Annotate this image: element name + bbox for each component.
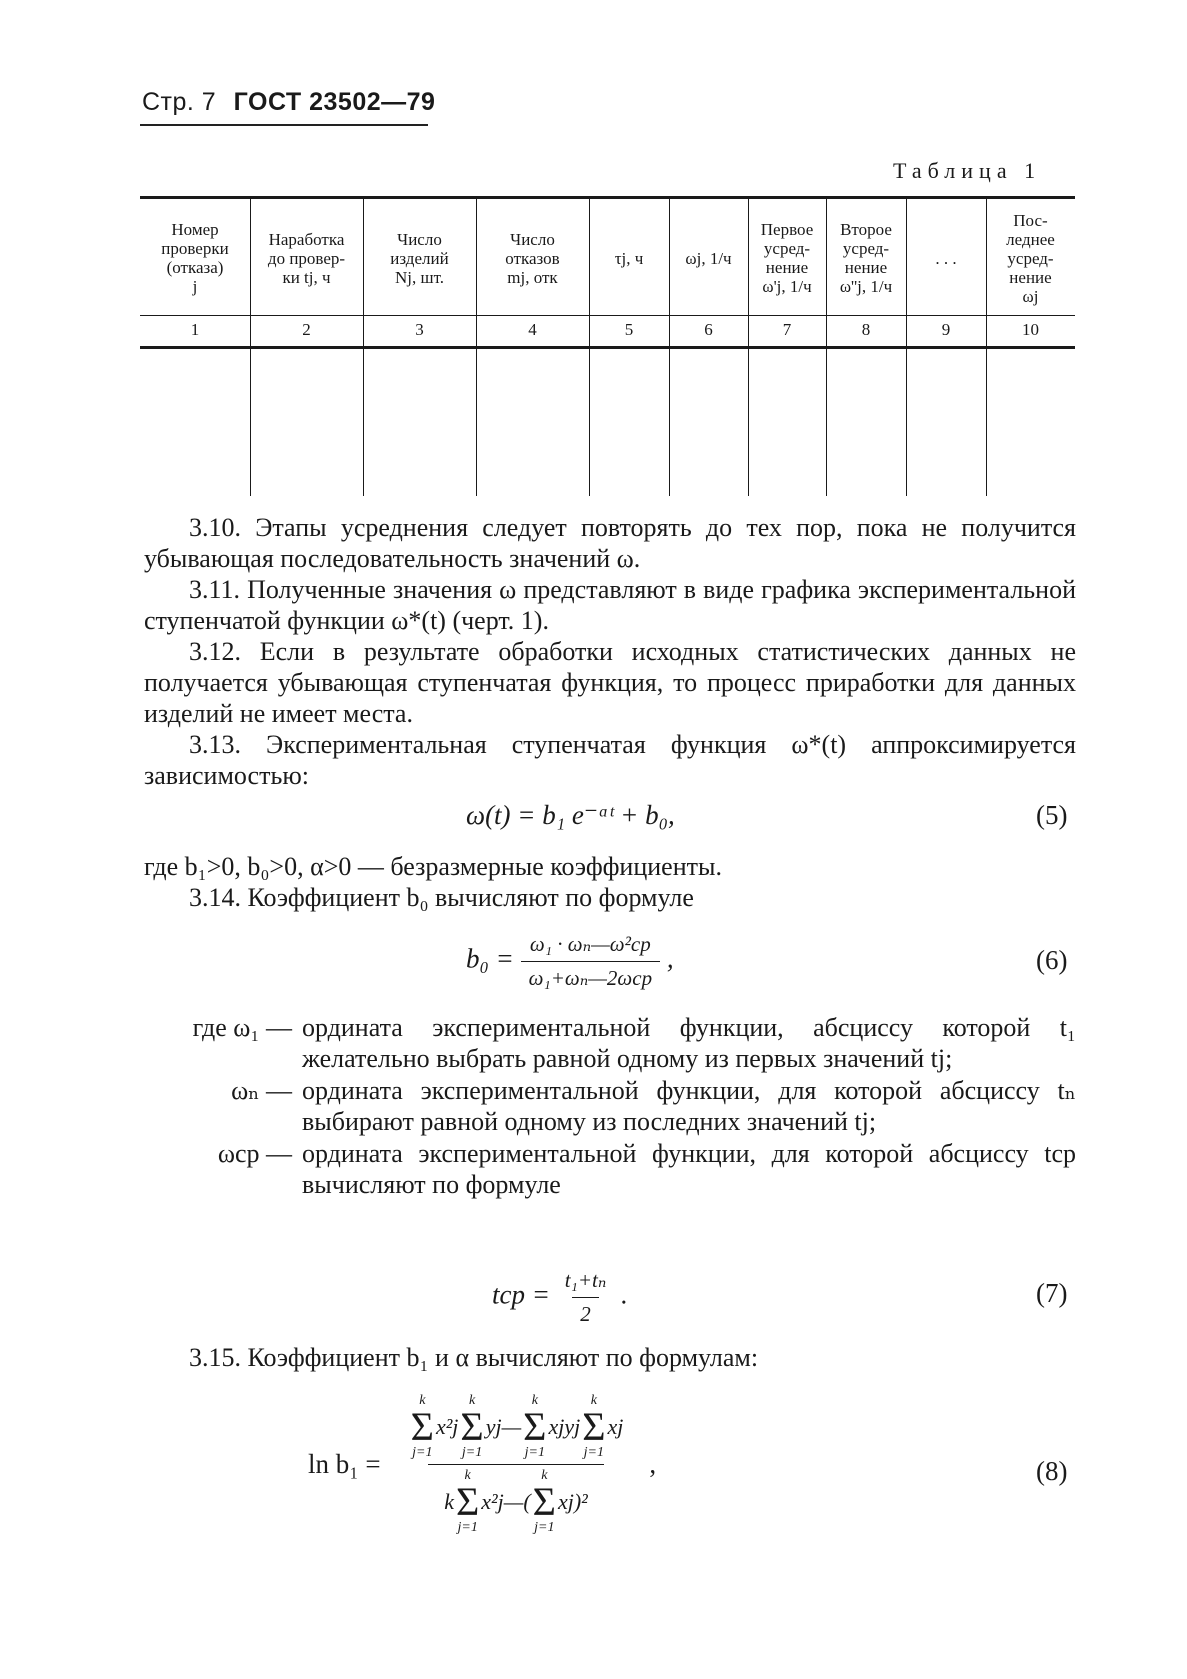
formula-8-lhs: ln b₁ = bbox=[308, 1449, 381, 1479]
column-header: Пос- леднее усред- нение ωj bbox=[1006, 210, 1055, 306]
formula-8-term: xjyj bbox=[548, 1414, 581, 1439]
definition-text: ордината экспериментальной функции, для которой абсциссу tₙ выбирают равной одному из последних значений tj; bbox=[302, 1076, 1076, 1136]
column-header: Число изделий Nj, шт. bbox=[390, 229, 449, 287]
sum-symbol: k Σ j=1 bbox=[532, 1468, 556, 1535]
formula-7-numerator: t₁+tₙ bbox=[564, 1268, 607, 1292]
sum-symbol: k Σ j=1 bbox=[456, 1468, 480, 1535]
equation-number-8: (8) bbox=[1036, 1456, 1068, 1486]
sum-symbol: k Σ j=1 bbox=[523, 1393, 547, 1460]
paragraph-3-11: 3.11. Полученные значения ω представляют в виде графика экспериментальной ступенчатой функции ω*(t) (черт. 1). bbox=[144, 575, 1076, 635]
paragraphs-where-and-3-14 bbox=[144, 851, 1076, 913]
paragraph-3-14: 3.14. Коэффициент b₀ вычисляют по формуле bbox=[189, 883, 694, 912]
formula-6-tail: , bbox=[666, 943, 674, 974]
formula-7-denominator: 2 bbox=[572, 1297, 599, 1327]
formula-7-fraction bbox=[557, 1268, 615, 1327]
formula-8-term: x²j bbox=[481, 1489, 504, 1514]
definition-row bbox=[144, 1138, 1076, 1200]
formula-6-numerator: ω₁ · ωₙ—ω²ср bbox=[529, 932, 651, 956]
column-header: Первое усред- нение ω'j, 1/ч bbox=[760, 220, 814, 296]
equation-number-7: (7) bbox=[1036, 1278, 1068, 1308]
column-number: 1 bbox=[190, 320, 200, 339]
column-header: Второе усред- нение ω''j, 1/ч bbox=[839, 220, 893, 296]
definition-text: ордината экспериментальной функции, абсциссу которой t₁ желательно выбрать равной одному из первых значений tj; bbox=[302, 1013, 1076, 1073]
table-top-rule bbox=[140, 196, 1075, 199]
column-number: 6 bbox=[704, 320, 713, 339]
standard-title: ГОСТ 23502—79 bbox=[233, 88, 436, 116]
column-number: 3 bbox=[415, 320, 424, 339]
paragraph-3-13: 3.13. Экспериментальная ступенчатая функция ω*(t) аппроксимируется зависимостью: bbox=[144, 730, 1076, 790]
formula-8-term: k bbox=[444, 1489, 455, 1514]
column-number: 10 bbox=[1022, 320, 1039, 339]
formula-6-fraction bbox=[521, 932, 660, 991]
formula-5: ω(t) = b₁ e⁻ᵅᵗ + b₀, bbox=[466, 800, 675, 830]
table-number-rule bbox=[140, 346, 1075, 349]
formula-8 bbox=[308, 1390, 668, 1539]
sum-symbol: k Σ j=1 bbox=[410, 1393, 434, 1460]
definition-row bbox=[144, 1012, 1076, 1074]
sum-symbol: k Σ j=1 bbox=[582, 1393, 606, 1460]
column-header: Число отказов mj, отк bbox=[505, 229, 560, 287]
equation-number-6: (6) bbox=[1036, 945, 1068, 975]
table-1 bbox=[140, 196, 1075, 496]
formula-8-term: x²j bbox=[435, 1414, 459, 1439]
page-header bbox=[142, 88, 435, 117]
formula-8-term: yj— bbox=[485, 1414, 522, 1439]
equation-number-5: (5) bbox=[1036, 800, 1068, 830]
column-header: Наработка до провер- ки tj, ч bbox=[267, 229, 346, 287]
formula-8-tail: , bbox=[649, 1449, 657, 1479]
paragraph-3-12: 3.12. Если в результате обработки исходных статистических данных не получается убывающая ступенчатая функция, то процесс приработки для данных изделий не имеет места. bbox=[144, 637, 1076, 728]
column-number: 7 bbox=[782, 320, 792, 339]
column-header: Номер проверки (отказа) j bbox=[161, 220, 229, 296]
formula-6 bbox=[466, 932, 674, 991]
sum-symbol: k Σ j=1 bbox=[460, 1393, 484, 1460]
column-number: 9 bbox=[941, 320, 951, 339]
definition-text: ордината экспериментальной функции, для которой абсциссу tср вычисляют по формуле bbox=[302, 1139, 1076, 1199]
table-caption: Таблица 1 bbox=[893, 158, 1042, 183]
paragraph-3-15: 3.15. Коэффициент b₁ и α вычисляют по формулам: bbox=[189, 1343, 759, 1372]
formula-7 bbox=[492, 1268, 628, 1327]
formula-8-term: —( bbox=[503, 1489, 531, 1514]
formula-7-lhs: tср = bbox=[492, 1279, 550, 1310]
paragraph-3-10: 3.10. Этапы усреднения следует повторять до тех пор, пока не получится убывающая последовательность значений ω. bbox=[144, 513, 1076, 573]
paragraphs-3-10-to-3-13 bbox=[144, 512, 1076, 791]
definition-row bbox=[144, 1075, 1076, 1137]
column-header: . . . bbox=[935, 248, 957, 268]
page-number: Стр. 7 bbox=[142, 88, 217, 116]
column-number: 8 bbox=[861, 320, 871, 339]
symbol-definitions bbox=[144, 1012, 1076, 1200]
formula-6-lhs: b₀ = bbox=[466, 943, 514, 974]
header-rule bbox=[140, 124, 428, 126]
formula-8-denominator bbox=[428, 1464, 604, 1539]
formula-6-denominator: ω₁+ωₙ—2ωср bbox=[521, 961, 660, 991]
formula-8-numerator bbox=[393, 1390, 640, 1464]
paragraph-3-15-block bbox=[144, 1342, 1076, 1373]
formula-8-term: xj bbox=[607, 1414, 624, 1439]
formula-8-fraction bbox=[393, 1390, 640, 1539]
column-header: τj, ч bbox=[614, 248, 644, 268]
definition-symbol: ωср — bbox=[217, 1139, 292, 1168]
column-number: 5 bbox=[624, 320, 634, 339]
definition-symbol: где ω₁ — bbox=[192, 1013, 292, 1042]
table-header-rule bbox=[140, 315, 1075, 316]
definition-symbol: ωₙ — bbox=[231, 1076, 292, 1105]
formula-8-term: xj)² bbox=[557, 1489, 588, 1514]
column-header: ωj, 1/ч bbox=[685, 248, 732, 268]
column-number: 2 bbox=[302, 320, 311, 339]
where-clause-5: где b₁>0, b₀>0, α>0 — безразмерные коэффициенты. bbox=[144, 852, 722, 881]
column-number: 4 bbox=[528, 320, 537, 339]
formula-7-tail: . bbox=[621, 1279, 628, 1310]
